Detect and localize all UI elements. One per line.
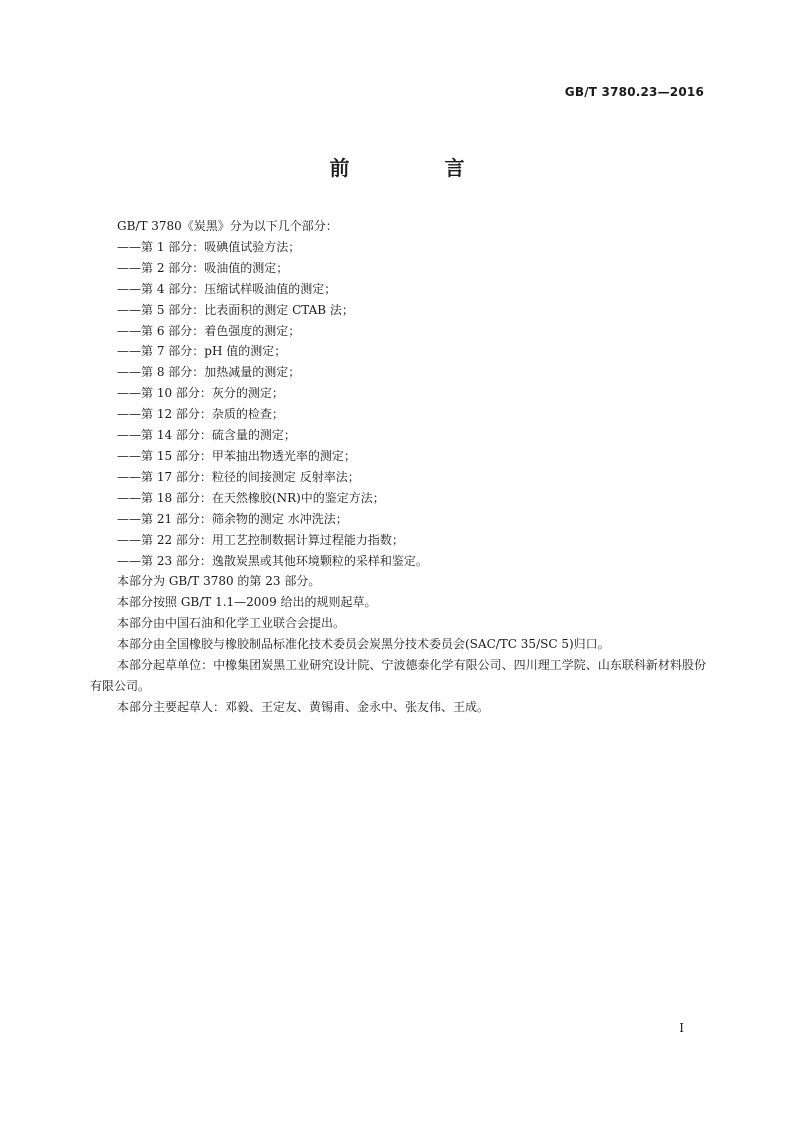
list-item: ——第 18 部分：在天然橡胶(NR)中的鉴定方法； [117,490,385,505]
foreword-body [90,216,706,718]
list-item: ——第 17 部分：粒径的间接测定 反射率法； [117,469,360,484]
standard-number: GB/T 3780.23—2016 [564,85,704,99]
jurisdiction-paragraph: 本部分由全国橡胶与橡胶制品标准化技术委员会炭黑分技术委员会(SAC/TC 35/SC 5)归口。 [117,637,610,652]
list-item: ——第 23 部分：逸散炭黑或其他环境颗粒的采样和鉴定。 [117,553,428,568]
proposed-by-paragraph: 本部分由中国石油和化学工业联合会提出。 [117,616,346,631]
list-item: ——第 6 部分：着色强度的测定； [117,323,301,338]
list-item: ——第 14 部分：硫含量的测定； [117,428,296,443]
page-number: I [679,1021,684,1035]
drafters-paragraph: 本部分主要起草人：邓毅、王定友、黄锡甫、金永中、张友伟、王成。 [117,699,490,714]
list-item: ——第 21 部分：筛余物的测定 水冲洗法； [117,511,348,526]
list-item: ——第 12 部分：杂质的检查； [117,407,284,422]
parts-list [90,237,706,572]
list-item: ——第 7 部分：pH 值的测定； [117,344,287,359]
list-item: ——第 2 部分：吸油值的测定； [117,260,289,275]
list-item: ——第 5 部分：比表面积的测定 CTAB 法； [117,302,354,317]
list-item: ——第 4 部分：压缩试样吸油值的测定； [117,281,337,296]
page-title: 前 言 [329,156,509,180]
drafting-rules-paragraph: 本部分按照 GB/T 1.1—2009 给出的规则起草。 [117,595,377,610]
list-item: ——第 15 部分：甲苯抽出物透光率的测定； [117,448,356,463]
drafting-units-paragraph: 本部分起草单位：中橡集团炭黑工业研究设计院、宁波德泰化学有限公司、四川理工学院、山东联科新材料股份有限公司。 [90,658,706,693]
list-item: ——第 10 部分：灰分的测定； [117,386,284,401]
intro-paragraph: GB/T 3780《炭黑》分为以下几个部分： [117,219,338,233]
list-item: ——第 1 部分：吸碘值试验方法； [117,239,301,254]
this-part-paragraph: 本部分为 GB/T 3780 的第 23 部分。 [117,574,321,589]
list-item: ——第 8 部分：加热减量的测定； [117,365,301,380]
list-item: ——第 22 部分：用工艺控制数据计算过程能力指数； [117,532,404,547]
